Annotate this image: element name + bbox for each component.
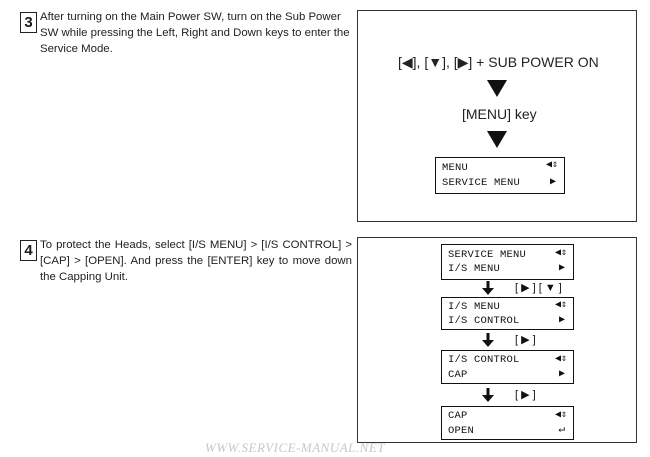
- step-4-instructions: To protect the Heads, select [I/S MENU] > [I/S CONTROL] > [CAP] > [OPEN]. And press the [ENTER] key to move down the Capping Unit.: [40, 239, 352, 283]
- lcd-line-2: CAP: [448, 369, 468, 381]
- step-4-number: 4: [20, 240, 37, 261]
- lcd-line-2: OPEN: [448, 425, 475, 437]
- lcd-menu-screen: [435, 157, 565, 194]
- watermark: WWW.SERVICE-MANUAL.NET: [205, 440, 385, 455]
- left-up-down-arrows-icon: ◀⇕: [554, 248, 567, 259]
- step-3-diagram-box: [357, 10, 637, 222]
- lcd-service-menu-screen: [441, 244, 574, 280]
- lcd-line-2: I/S MENU: [448, 263, 501, 275]
- lcd-line-1: MENU: [442, 162, 469, 174]
- down-arrow-icon: [482, 333, 494, 347]
- lcd-line-1: I/S MENU: [448, 301, 501, 313]
- key-hint-right-down: [ ▶ ] [ ▼ ]: [515, 282, 562, 294]
- enter-icon: ↵: [558, 424, 565, 436]
- lcd-line-1: SERVICE MENU: [448, 249, 527, 261]
- lcd-line-2: SERVICE MENU: [442, 177, 521, 189]
- left-up-down-arrows-icon: ◀⇕: [554, 354, 567, 365]
- right-arrow-icon: ▶: [558, 315, 565, 326]
- lcd-is-control-screen: [441, 350, 574, 384]
- left-up-down-arrows-icon: ◀⇕: [554, 410, 567, 421]
- left-up-down-arrows-icon: ◀⇕: [554, 300, 567, 311]
- step-4-diagram-box: [357, 237, 637, 443]
- right-arrow-icon: ▶: [558, 369, 565, 380]
- down-arrow-icon: [487, 80, 507, 97]
- down-arrow-icon: [487, 131, 507, 148]
- lcd-line-1: CAP: [448, 410, 468, 422]
- lcd-line-2: I/S CONTROL: [448, 315, 520, 327]
- key-hint-right: [ ▶ ]: [515, 389, 536, 401]
- down-arrow-icon: [482, 388, 494, 402]
- right-arrow-icon: ▶: [549, 177, 556, 188]
- left-up-down-arrows-icon: ◀⇕: [545, 160, 558, 171]
- key-hint-right: [ ▶ ]: [515, 334, 536, 346]
- step-3-instructions: After turning on the Main Power SW, turn on the Sub Power SW while pressing the Left, Right and Down keys to enter the Service Mode.: [40, 11, 350, 55]
- right-arrow-icon: ▶: [558, 263, 565, 274]
- step-3-number: 3: [20, 12, 37, 33]
- lcd-cap-open-screen: [441, 406, 574, 440]
- down-arrow-icon: [482, 281, 494, 295]
- lcd-is-menu-screen: [441, 297, 574, 330]
- lcd-line-1: I/S CONTROL: [448, 354, 520, 366]
- key-combo-label: [◀], [▼], [▶] + SUB POWER ON: [398, 54, 599, 70]
- menu-key-label: [MENU] key: [462, 106, 537, 122]
